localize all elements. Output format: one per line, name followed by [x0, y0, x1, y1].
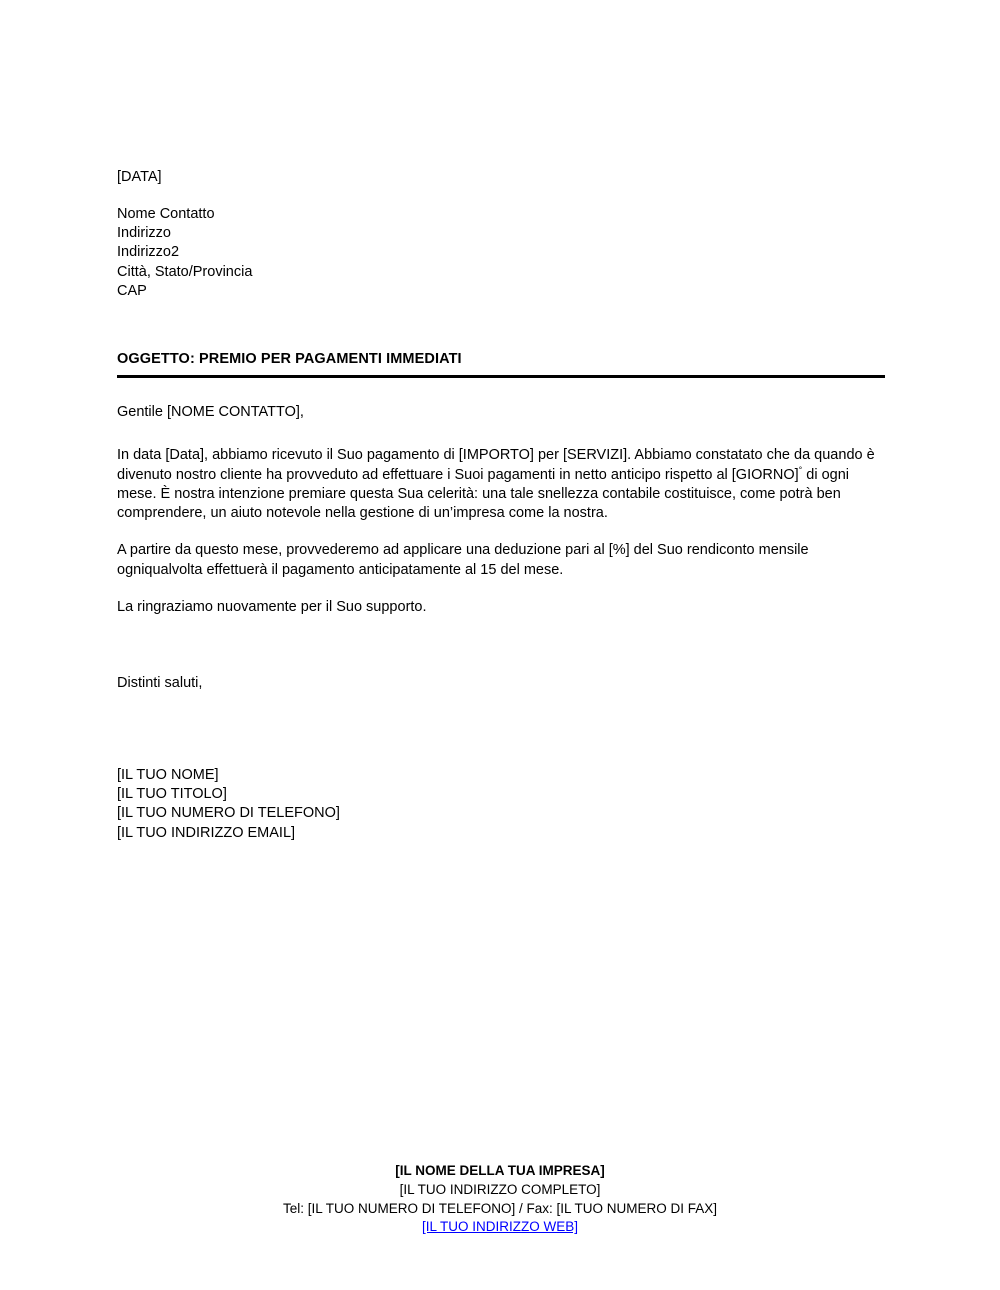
paragraph-one — [117, 446, 885, 523]
paragraph-three: La ringraziamo nuovamente per il Suo supporto. — [117, 599, 427, 616]
paragraph-one-text-a: In data [Data], abbiamo ricevuto il Suo pagamento di [IMPORTO] per [SERVIZI]. Abbiamo constatato che da quando è divenuto nostro cliente ha provveduto ad effettuare i Suoi pagamenti in netto anticipo rispetto al [GIORNO] — [117, 447, 875, 483]
ordinal-marker: ° — [798, 464, 803, 475]
paragraph-two: A partire da questo mese, provvederemo ad applicare una deduzione pari al [%] del Suo rendiconto mensile ogniqualvolta effettuerà il pagamento anticipatamente al 15 del mese. — [117, 542, 809, 578]
salutation: Gentile [NOME CONTATTO], — [117, 404, 304, 420]
footer-company-name: [IL NOME DELLA TUA IMPRESA] — [395, 1163, 605, 1178]
footer-address: [IL TUO INDIRIZZO COMPLETO] — [399, 1181, 601, 1197]
letter-body — [117, 403, 885, 617]
footer-website-link[interactable]: [IL TUO INDIRIZZO WEB] — [421, 1219, 578, 1235]
signature-name: [IL TUO NOME] — [117, 767, 219, 783]
subject-block — [117, 350, 885, 378]
recipient-name: Nome Contatto — [117, 206, 215, 222]
page-footer — [0, 1162, 1000, 1237]
recipient-city-state: Città, Stato/Provincia — [117, 263, 253, 280]
signature-block — [117, 766, 340, 843]
recipient-postal-code: CAP — [117, 282, 147, 299]
signature-phone: [IL TUO NUMERO DI TELEFONO] — [117, 805, 340, 822]
signature-email: [IL TUO INDIRIZZO EMAIL] — [117, 824, 296, 841]
recipient-address-block — [117, 205, 252, 301]
paragraph-one-text-b: di ogni mese. È nostra intenzione premiare questa Sua celerità: una tale snellezza contabile costituisce, come potrà ben comprendere, un aiuto notevole nella gestione di un’impresa come la nostra. — [117, 466, 850, 522]
footer-contact: Tel: [IL TUO NUMERO DI TELEFONO] / Fax: [IL TUO NUMERO DI FAX] — [282, 1200, 718, 1216]
recipient-address-1: Indirizzo — [117, 225, 171, 242]
signature-title: [IL TUO TITOLO] — [117, 786, 227, 803]
recipient-address-2: Indirizzo2 — [117, 244, 180, 261]
horizontal-rule — [117, 375, 885, 378]
subject-line: OGGETTO: PREMIO PER PAGAMENTI IMMEDIATI — [117, 351, 462, 367]
date-field: [DATA] — [117, 169, 162, 185]
footer-website-link-row — [0, 1218, 1000, 1237]
closing-salutation: Distinti saluti, — [117, 675, 203, 691]
